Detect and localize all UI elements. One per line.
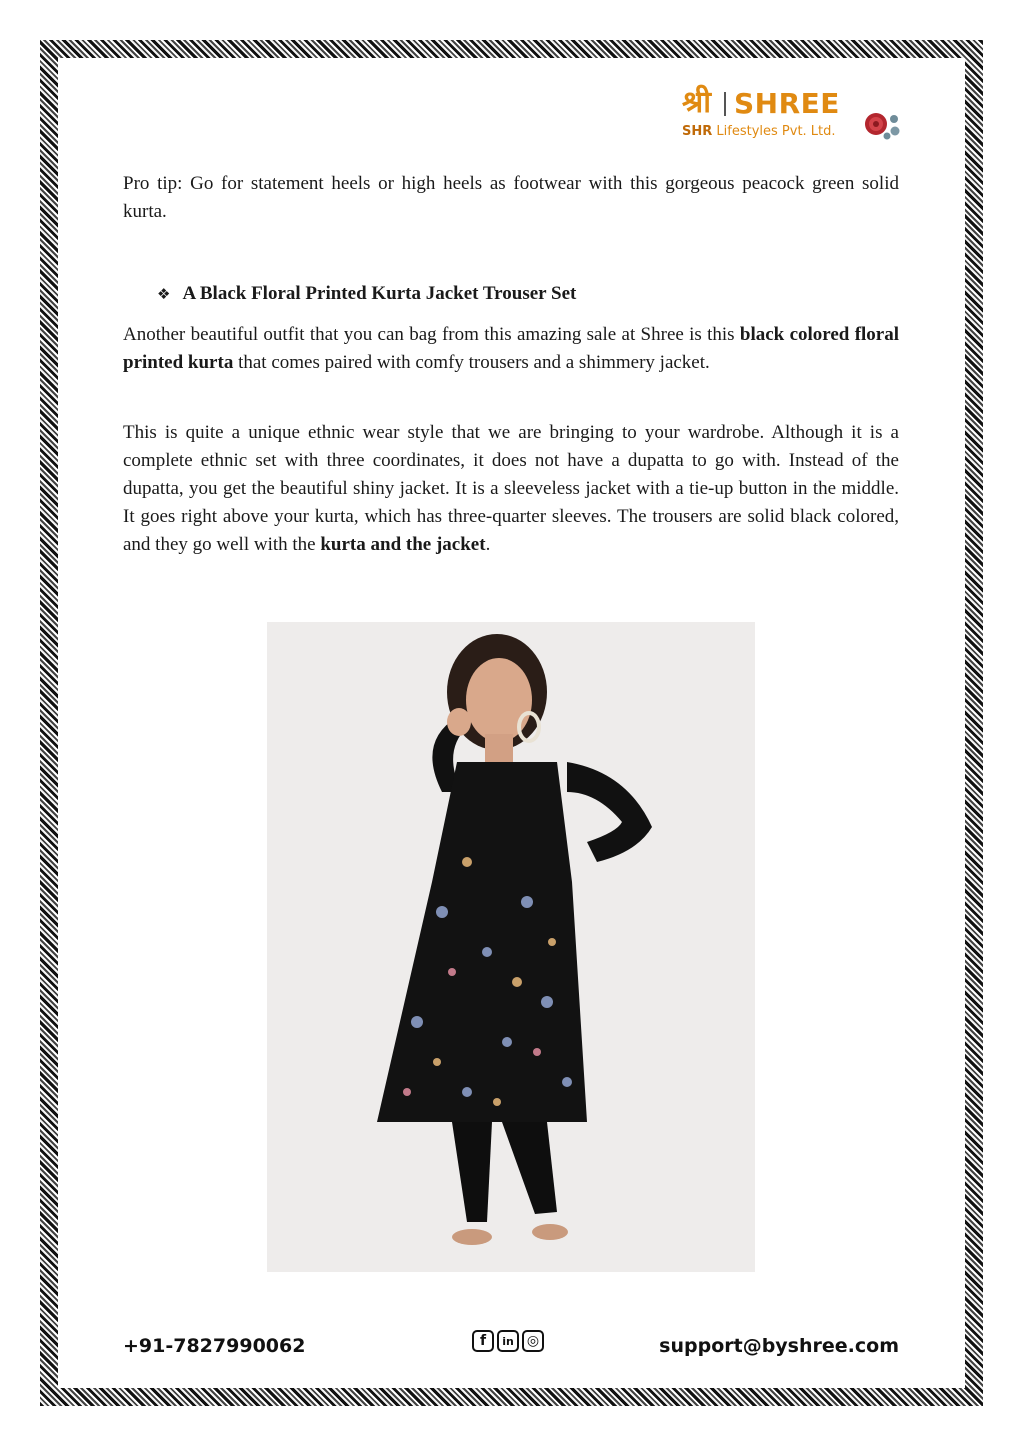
section-heading-text: A Black Floral Printed Kurta Jacket Trouser Set [182,283,577,304]
footer-phone[interactable]: +91-7827990062 [123,1335,306,1357]
intro-text-bold: black colored floral printed kurta [123,324,900,373]
description-text-end: . [485,534,491,555]
intro-paragraph [123,321,899,377]
product-photo [267,622,755,1272]
description-paragraph [123,419,899,559]
pro-tip-paragraph: Pro tip: Go for statement heels or high heels as footwear with this gorgeous peacock green solid kurta. [123,173,899,222]
description-text-bold: kurta and the jacket [320,534,486,555]
intro-text-end: that comes paired with comfy trousers and a shimmery jacket. [233,352,710,373]
footer-email[interactable]: support@byshree.com [659,1335,899,1357]
linkedin-icon[interactable]: in [497,1330,519,1352]
logo-separator [724,92,726,116]
intro-text-start: Another beautiful outfit that you can bag from this amazing sale at Shree is this [123,324,740,345]
logo-brand-text: SHREE [734,87,840,120]
section-heading [157,280,576,308]
logo-company-text [682,124,836,139]
rose-icon [864,110,904,144]
facebook-icon[interactable]: f [472,1330,494,1352]
model-illustration [267,622,755,1272]
logo-company-rest: Lifestyles Pvt. Ltd. [712,124,836,139]
social-links [472,1330,544,1352]
description-text-start: This is quite a unique ethnic wear style that we are bringing to your wardrobe. Although it is a complete ethnic set with three coordinates, it does not have a dupatta to go with. Instead of the dupatta, you get the beautiful shiny jacket. It is a sleeveless jacket with a tie-up button in the middle. It goes right above your kurta, which has three-quarter sleeves. The trousers are solid black colored, and they go well with the [123,422,899,555]
logo-hindi-text: श्री [682,85,712,120]
diamond-bullet-icon: ❖ [157,285,171,303]
shree-logo [682,86,904,148]
logo-company-prefix: SHR [682,124,713,139]
instagram-icon[interactable]: ◎ [522,1330,544,1352]
